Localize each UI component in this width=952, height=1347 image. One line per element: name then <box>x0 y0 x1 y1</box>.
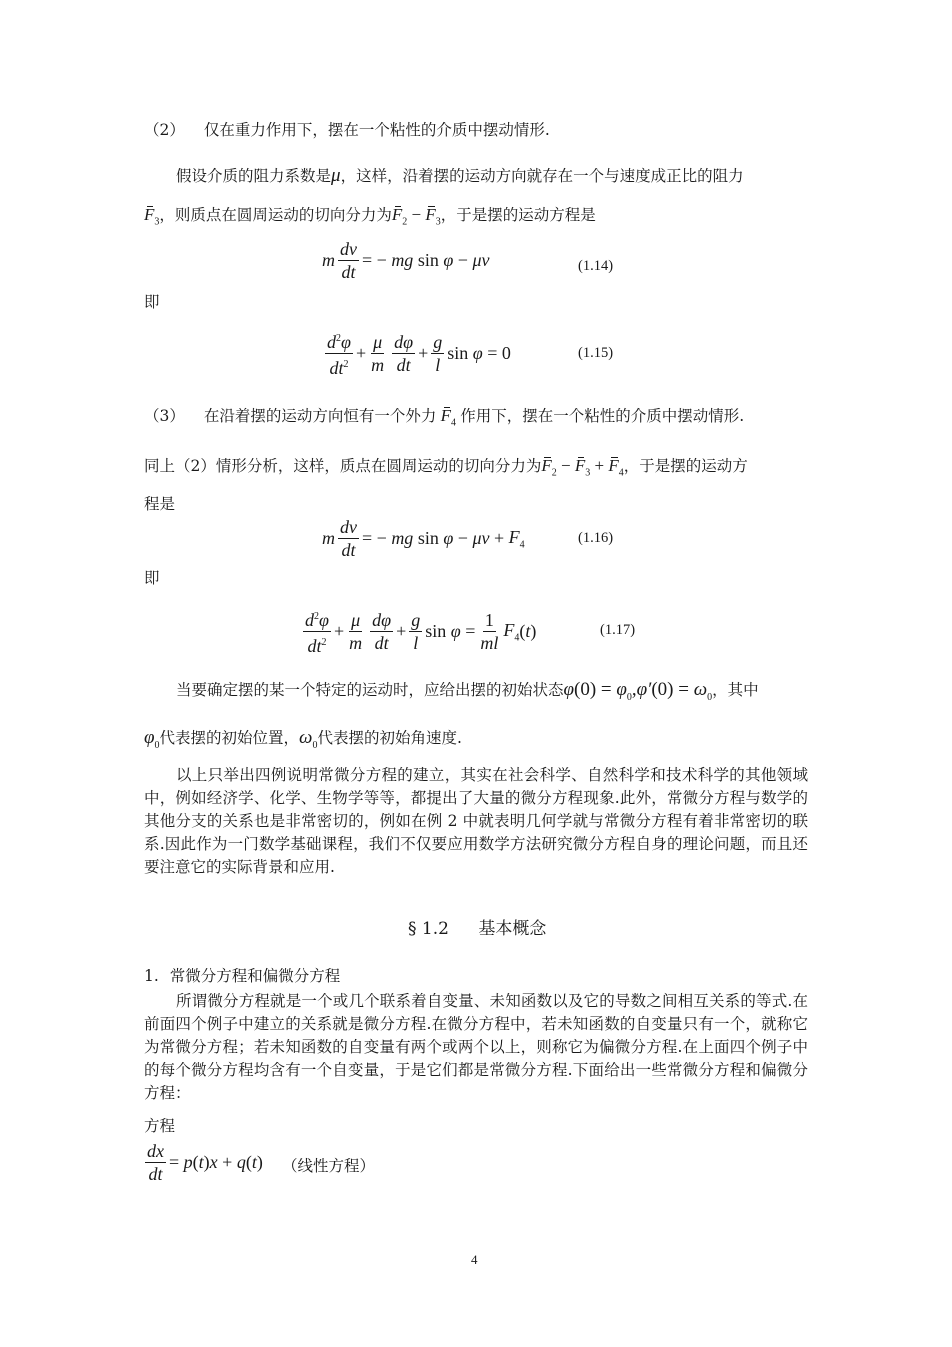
eq-number-1-14: (1.14) <box>578 258 614 274</box>
para-a-line1 <box>176 166 744 186</box>
equation-1-14: m $\frac{dv}{dt}$ = − mg sin φ − μv <box>322 239 490 282</box>
subsection-number: 1. <box>144 967 159 985</box>
case3-label: （3） <box>144 407 185 425</box>
ji-1: 即 <box>144 293 160 311</box>
f3-vector: $F_3$ <box>144 205 160 228</box>
phi0-symbol: $\varphi_0$ <box>144 727 160 751</box>
case2-title: 仅在重力作用下，摆在一个粘性的介质中摆动情形. <box>203 121 550 139</box>
linear-eq-note: （线性方程） <box>282 1157 376 1175</box>
subsection-heading <box>144 966 340 986</box>
para-c-t1: 当要确定摆的某一个特定的运动时，应给出摆的初始状态 <box>176 681 564 699</box>
para-c-t3: 代表摆的初始位置， <box>159 729 300 747</box>
para-a-t3: ，则质点在圆周运动的切向分力为 <box>159 206 392 224</box>
para-b-t1: 同上（2）情形分析，这样，质点在圆周运动的切向分力为 <box>144 457 542 475</box>
eq-number-1-17: (1.17) <box>600 622 636 638</box>
section-title: 基本概念 <box>478 919 547 939</box>
section-heading <box>408 914 546 939</box>
para-b-line1 <box>144 456 748 483</box>
fangcheng-label: 方程 <box>144 1117 176 1135</box>
para-b-t2: ，于是摆的运动方 <box>623 457 748 475</box>
case3-t2: 作用下，摆在一个粘性的介质中摆动情形. <box>460 407 745 425</box>
para-d: 以上只举出四例说明常微分方程的建立，其实在社会科学、自然科学和技术科学的其他领域中，例如经济学、化学、生物学等等，都提出了大量的微分方程现象.此外，常微分方程与数学的其他分支的关系也是非常密切的，例如在例 2 中就表明几何学就与常微分方程有着非常密切的联系.因此作为一门数学基础课程，我们不仅要应用数学方法研究微分方程自身的理论问题，而且还要注意它的实际背景和应用. <box>144 766 808 876</box>
para-c-line1 <box>176 680 759 708</box>
omega0-symbol: $\omega_0$ <box>299 727 318 751</box>
case3-line <box>144 406 744 433</box>
para-a-t2: ，这样，沿着摆的运动方向就存在一个与速度成正比的阻力 <box>340 167 744 185</box>
initial-state-formula: $\varphi(0) = \varphi_0,\varphi'(0) = \omega_0$ <box>563 679 713 703</box>
page-number: 4 <box>471 1252 478 1267</box>
para-a-t1: 假设介质的阻力系数是 <box>176 167 332 185</box>
eq-number-1-16: (1.16) <box>578 530 614 546</box>
mu-symbol: μ <box>331 165 341 186</box>
para-a-line2 <box>144 205 596 232</box>
para-c-line2 <box>144 728 462 756</box>
eq-number-1-15: (1.15) <box>578 345 614 361</box>
linear-equation: $\frac{dx}{dt}$ = p ( t ) x + q ( t ) <box>147 1141 263 1184</box>
case3-t1: 在沿着摆的运动方向恒有一个外力 <box>203 407 437 425</box>
para-c-t2: ，其中 <box>712 681 759 699</box>
subsection-title: 常微分方程和偏微分方程 <box>169 967 341 985</box>
para-a-t4: ，于是摆的运动方程是 <box>440 206 596 224</box>
equation-1-16: m $\frac{dv}{dt}$ = − mg sin φ − μv + $F_4$ <box>322 517 525 560</box>
case2-line <box>144 120 550 140</box>
para-e: 所谓微分方程就是一个或几个联系着自变量、未知函数以及它的导数之间相互关系的等式.在前面四个例子中建立的关系就是微分方程.在微分方程中，若未知函数的自变量只有一个，就称它为常微分方程；若未知函数的自变量有两个或两个以上，则称它为偏微分方程.在上面四个例子中的每个微分方程均含有一个自变量，于是它们都是常微分方程.下面给出一些常微分方程和偏微分方程： <box>144 992 808 1102</box>
f2-minus-f3: $F_2 - F_3$ <box>391 205 441 228</box>
case2-label: （2） <box>144 121 185 139</box>
para-c-t4: 代表摆的初始角速度. <box>317 729 462 747</box>
ji-2: 即 <box>144 569 160 587</box>
f4-vector: $F_4$ <box>440 406 456 429</box>
para-b-line2: 程是 <box>144 495 176 513</box>
equation-1-15: $\frac{d^2\varphi}{dt^2}$ + $\frac{\mu}{m}$ $\frac{d\varphi}{dt}$ + $\frac{g}{l}$ sin φ = 0 <box>322 328 511 379</box>
section-number: § 1.2 <box>408 919 449 939</box>
equation-1-17: $\frac{d^2\varphi}{dt^2}$ + $\frac{\mu}{m}$ $\frac{d\varphi}{dt}$ + $\frac{g}{l}$ sin φ = $\frac{1}{ml}$ $F_4$ ( t ) <box>300 606 536 657</box>
f2-f3-f4: $F_2 - F_3 + F_4$ <box>541 456 624 479</box>
